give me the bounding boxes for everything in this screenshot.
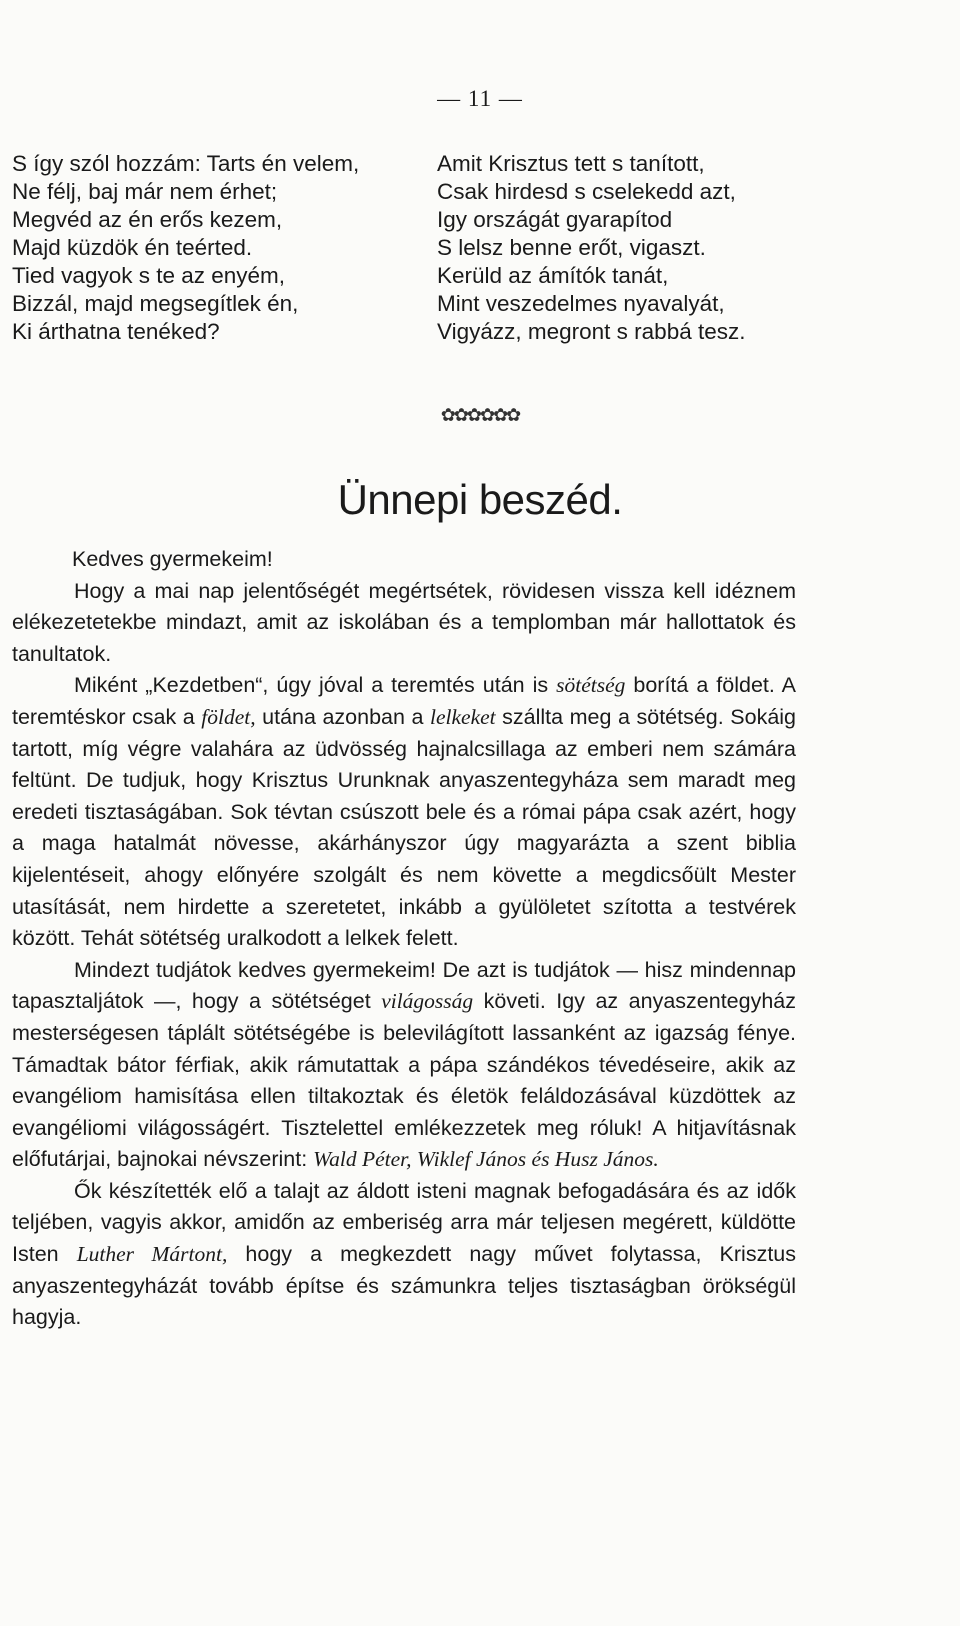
emphasized-text: Luther Mártont, <box>76 1242 228 1267</box>
poem-line: Majd küzdök én teérted. <box>12 235 253 260</box>
poem-line: Amit Krisztus tett s tanított, <box>437 151 705 176</box>
text-run: Ők készítették elő a talajt az áldott isteni magnak befogadására és az idők teljében, vagyis akkor, amidőn az emberiség arra már teljesen megérett, küldötte Isten <box>12 1178 796 1267</box>
poem-line: Csak hirdesd s cselekedd azt, <box>437 179 736 204</box>
emphasized-text: Wald Péter, Wiklef János és Husz János. <box>313 1147 659 1172</box>
emphasized-text: sötétség <box>556 673 626 698</box>
section-title: Ünnepi beszéd. <box>337 476 623 523</box>
ornament-divider: ✿✿✿✿✿✿ <box>440 405 520 425</box>
speech-body <box>12 544 796 1334</box>
poem-line: Bizzál, majd megsegítlek én, <box>12 291 299 316</box>
poem-line: Tied vagyok s te az enyém, <box>12 263 286 288</box>
poem-line: Megvéd az én erős kezem, <box>12 207 283 232</box>
greeting: Kedves gyermekeim! <box>72 547 273 571</box>
poem-line: Ne félj, baj már nem érhet; <box>12 179 278 204</box>
poem-line: Vigyázz, megront s rabbá tesz. <box>437 319 746 344</box>
poem-line: S így szól hozzám: Tarts én velem, <box>12 151 360 176</box>
text-run: szállta meg a sötétség. Sokáig tartott, míg végre valahára az üdvösség hajnalcsillaga az emberi nem számára feltünt. De tudjuk, hogy Krisztus Urunknak anyaszentegyháza sem maradt meg eredeti tisztaságában. Sok tévtan csúszott bele és a római pápa csak azért, hogy a maga hatalmát növesse, akárhányszor úgy magyarázta a szent biblia kijelentéseit, ahogy előnyére szolgált és nem követte a megdicsőült Mester utasítását, nem hirdette a szeretetet, inkább a gyülöletet szította a testvérek között. Tehát sötétség uralkodott a lelkek felett. <box>12 704 797 951</box>
text-run: Miként „Kezdetben“, úgy jóval a teremtés után is <box>74 673 557 698</box>
paragraph <box>12 670 796 954</box>
page-number: — 11 — <box>437 86 523 111</box>
emphasized-text: lelkeket <box>430 704 496 729</box>
poem-line: S lelsz benne erőt, vigaszt. <box>437 235 706 260</box>
text-run: hogy a megkezdett nagy művet folytassa, Krisztus anyaszentegyházát tovább építse és számunkra teljes tisztaságban örökségül hagyja. <box>12 1242 796 1330</box>
poem-left-column <box>12 150 407 346</box>
poem-right-column <box>437 150 837 346</box>
text-run: Mindezt tudjátok kedves gyermekeim! De azt is tudjátok — hisz mindennap tapasztaljátok —, hogy a sötétséget <box>12 957 796 1014</box>
text-run: Hogy a mai nap jelentőségét megértsétek, rövidesen vissza kell idéznem elékezetetekbe mindazt, amit az iskolában és a templomban már hallottatok és tanultatok. <box>12 578 796 666</box>
paragraph <box>12 1176 796 1334</box>
text-run: követi. Igy az anyaszentegyház mesterségesen táplált sötétségébe is belevilágított lassanként az igazság fénye. Támadtak bátor férfiak, akik rámutattak a pápa szándékos tévedéseire, akik az evangéliom hamisítása ellen tiltakoztak és életök feláldozásával küzdöttek az evangéliomi világosságért. Tisztelettel emlékezzetek meg róluk! A hitjavításnak előfutárjai, bajnokai névszerint: <box>12 989 796 1172</box>
text-run: utána azonban a <box>255 704 430 729</box>
poem-line: Igy országát gyarapítod <box>437 207 673 232</box>
emphasized-text: világosság <box>381 989 474 1014</box>
paragraph <box>12 576 796 671</box>
poem-line: Ki árthatna tenéked? <box>12 319 220 344</box>
poem-line: Mint veszedelmes nyavalyát, <box>437 291 725 316</box>
poem-line: Kerüld az ámítók tanát, <box>437 263 669 288</box>
paragraph <box>12 955 796 1176</box>
emphasized-text: földet, <box>201 704 256 729</box>
text-run: borítá a földet. A teremtéskor csak a <box>12 673 796 729</box>
